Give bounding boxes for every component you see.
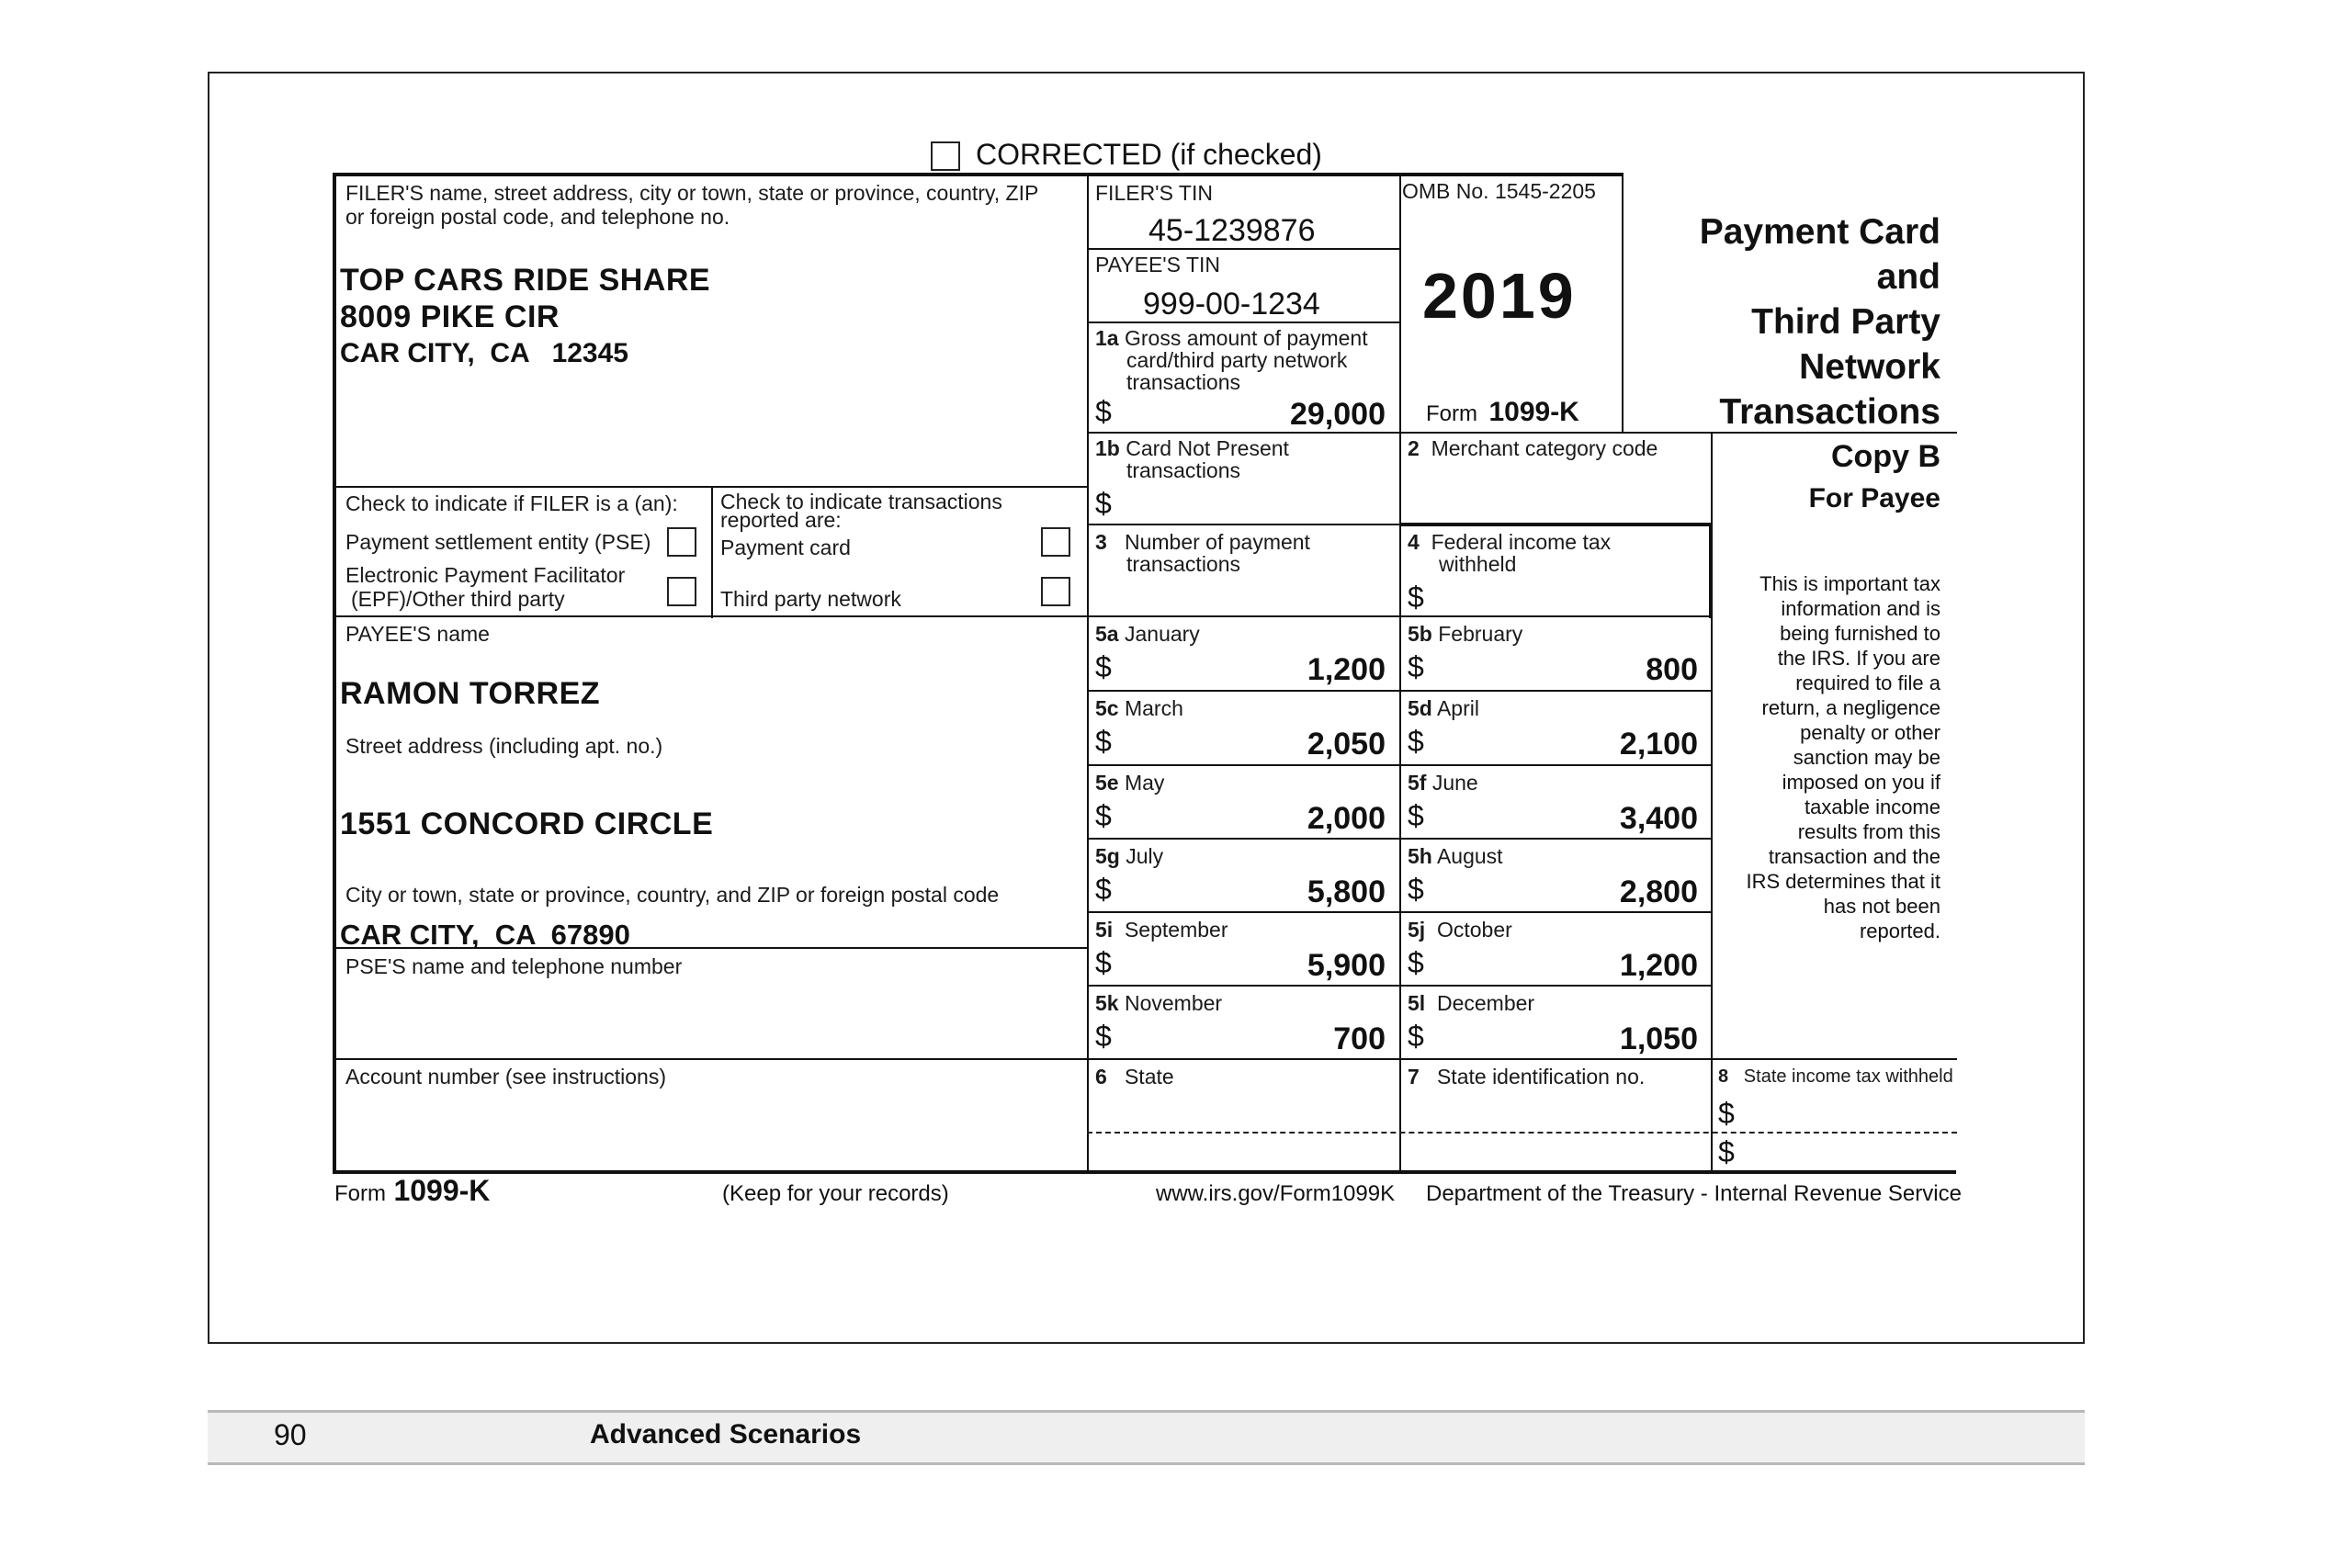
month-label-5j: 5j October xyxy=(1408,918,1512,942)
box-3-label: 3 Number of payment xyxy=(1095,530,1310,554)
month-label-5i: 5i September xyxy=(1095,918,1228,942)
notice-line: penalty or other xyxy=(1800,721,1940,744)
notice-line: transaction and the xyxy=(1768,845,1940,868)
notice-line: information and is xyxy=(1781,597,1940,620)
box-4-label-line2: withheld xyxy=(1439,552,1517,576)
payee-city: CAR CITY, CA 67890 xyxy=(340,919,630,951)
corrected-label: CORRECTED (if checked) xyxy=(976,138,1322,171)
form-id-bottom: Form 1099-K xyxy=(334,1174,491,1207)
box-1a-value: 29,000 xyxy=(1290,397,1386,432)
filer-street: 8009 PIKE CIR xyxy=(340,299,560,334)
notice-line: return, a negligence xyxy=(1761,696,1940,719)
month-amount-5l: 1,050 xyxy=(1619,1021,1698,1056)
epf-label: Electronic Payment Facilitator xyxy=(345,563,626,587)
month-amount-5e: 2,000 xyxy=(1307,801,1386,836)
box-4-dollar: $ xyxy=(1408,581,1424,614)
city-label: City or town, state or province, country, and ZIP or foreign postal code xyxy=(345,883,1000,907)
month-amount-5d: 2,100 xyxy=(1619,727,1698,761)
month-label-5e: 5e May xyxy=(1095,771,1165,795)
third-party-checkbox[interactable] xyxy=(1041,577,1070,606)
third-party-label: Third party network xyxy=(720,587,901,611)
notice-line: has not been xyxy=(1823,895,1940,918)
box-8-dollar-2: $ xyxy=(1718,1135,1735,1168)
month-label-5a: 5a January xyxy=(1095,622,1200,646)
box-1b-dollar: $ xyxy=(1095,487,1112,520)
month-amount-5h: 2,800 xyxy=(1619,874,1698,909)
notice-line: results from this xyxy=(1797,820,1940,843)
tax-year: 2019 xyxy=(1422,260,1577,332)
payee-notice xyxy=(1714,571,1940,943)
notice-line: required to file a xyxy=(1795,671,1940,694)
transaction-type-label: Check to indicate transactions xyxy=(720,490,1002,513)
month-amount-5k: 700 xyxy=(1333,1021,1386,1056)
month-dollar-5d: $ xyxy=(1408,725,1424,758)
box-1a-label-line3: transactions xyxy=(1126,370,1241,394)
filer-tin: 45-1239876 xyxy=(1148,213,1316,248)
box-1b-label: 1b Card Not Present xyxy=(1095,436,1289,460)
notice-line: This is important tax xyxy=(1759,572,1940,595)
notice-line: being furnished to xyxy=(1780,622,1940,645)
notice-line: IRS determines that it xyxy=(1746,870,1940,893)
corrected-checkbox[interactable] xyxy=(931,141,960,171)
filer-type-label: Check to indicate if FILER is a (an): xyxy=(345,491,678,515)
notice-line: the IRS. If you are xyxy=(1777,647,1940,670)
month-dollar-5c: $ xyxy=(1095,725,1112,758)
box-1a-label: 1a Gross amount of payment xyxy=(1095,326,1368,350)
notice-line: taxable income xyxy=(1805,795,1940,818)
month-label-5g: 5g July xyxy=(1095,844,1164,868)
payee-name: RAMON TORREZ xyxy=(340,676,601,711)
filer-tin-label: FILER'S TIN xyxy=(1095,181,1213,205)
notice-line: sanction may be xyxy=(1793,746,1940,769)
month-amount-5a: 1,200 xyxy=(1307,652,1386,687)
month-label-5k: 5k November xyxy=(1095,991,1223,1015)
account-number-label: Account number (see instructions) xyxy=(345,1065,666,1089)
epf-checkbox[interactable] xyxy=(667,577,696,606)
filer-name-label: FILER'S name, street address, city or town, state or province, country, ZIP xyxy=(345,181,1039,205)
box-8-dollar-1: $ xyxy=(1718,1097,1735,1130)
pse-label: Payment settlement entity (PSE) xyxy=(345,530,651,554)
transaction-type-label-cont: reported are: xyxy=(720,508,842,532)
department-name: Department of the Treasury - Internal Revenue Service xyxy=(1426,1181,1962,1206)
month-dollar-5j: $ xyxy=(1408,946,1424,979)
month-label-5h: 5h August xyxy=(1408,844,1503,868)
keep-records-note: (Keep for your records) xyxy=(722,1181,949,1206)
notice-line: reported. xyxy=(1859,919,1940,942)
pse-name-label: PSE'S name and telephone number xyxy=(345,954,683,978)
month-label-5b: 5b February xyxy=(1408,622,1523,646)
filer-name-label-cont: or foreign postal code, and telephone no. xyxy=(345,205,730,229)
month-dollar-5l: $ xyxy=(1408,1020,1424,1053)
payment-card-checkbox[interactable] xyxy=(1041,527,1070,557)
month-dollar-5a: $ xyxy=(1095,650,1112,683)
for-payee: For Payee xyxy=(1808,483,1940,513)
epf-label-cont: (EPF)/Other third party xyxy=(351,587,565,611)
month-dollar-5h: $ xyxy=(1408,873,1424,906)
month-label-5l: 5l December xyxy=(1408,991,1535,1015)
payee-tin: 999-00-1234 xyxy=(1143,287,1320,321)
pse-checkbox[interactable] xyxy=(667,527,696,557)
month-amount-5f: 3,400 xyxy=(1619,801,1698,836)
form-title: Payment Card and Third Party Network Transactions xyxy=(1699,212,1940,432)
box-1a-dollar: $ xyxy=(1095,395,1112,428)
street-address-label: Street address (including apt. no.) xyxy=(345,734,663,758)
box-1b-label-line2: transactions xyxy=(1126,458,1241,482)
copy-b: Copy B xyxy=(1831,439,1940,474)
form-id-top: Form 1099-K xyxy=(1426,397,1579,427)
box-3-label-line2: transactions xyxy=(1126,552,1241,576)
month-dollar-5g: $ xyxy=(1095,873,1112,906)
payee-street: 1551 CONCORD CIRCLE xyxy=(340,807,714,841)
month-amount-5b: 800 xyxy=(1646,652,1698,687)
month-dollar-5b: $ xyxy=(1408,650,1424,683)
payment-card-label: Payment card xyxy=(720,536,851,559)
box-1a-label-line2: card/third party network xyxy=(1126,348,1348,372)
box-4-label: 4 Federal income tax xyxy=(1408,530,1612,554)
filer-name: TOP CARS RIDE SHARE xyxy=(340,263,711,298)
month-amount-5j: 1,200 xyxy=(1619,948,1698,983)
month-label-5c: 5c March xyxy=(1095,696,1183,720)
month-amount-5i: 5,900 xyxy=(1307,948,1386,983)
month-amount-5g: 5,800 xyxy=(1307,874,1386,909)
omb-number: OMB No. 1545-2205 xyxy=(1402,179,1596,203)
month-label-5d: 5d April xyxy=(1408,696,1479,720)
box-2-label: 2 Merchant category code xyxy=(1408,436,1658,460)
section-title: Advanced Scenarios xyxy=(590,1419,862,1450)
box-7-label: 7 State identification no. xyxy=(1408,1065,1646,1089)
box-8-label: 8 State income tax withheld xyxy=(1718,1066,1953,1087)
irs-url[interactable]: www.irs.gov/Form1099K xyxy=(1156,1181,1396,1206)
month-dollar-5i: $ xyxy=(1095,946,1112,979)
month-amount-5c: 2,050 xyxy=(1307,727,1386,761)
month-label-5f: 5f June xyxy=(1408,771,1478,795)
page-number: 90 xyxy=(274,1418,307,1451)
payee-name-label: PAYEE'S name xyxy=(345,622,490,646)
month-dollar-5k: $ xyxy=(1095,1020,1112,1053)
box-6-label: 6 State xyxy=(1095,1065,1174,1089)
filer-city: CAR CITY, CA 12345 xyxy=(340,338,628,368)
month-dollar-5f: $ xyxy=(1408,799,1424,832)
payee-tin-label: PAYEE'S TIN xyxy=(1095,253,1221,276)
month-dollar-5e: $ xyxy=(1095,799,1112,832)
page-footer-bar xyxy=(208,1410,2085,1465)
notice-line: imposed on you if xyxy=(1782,771,1940,794)
